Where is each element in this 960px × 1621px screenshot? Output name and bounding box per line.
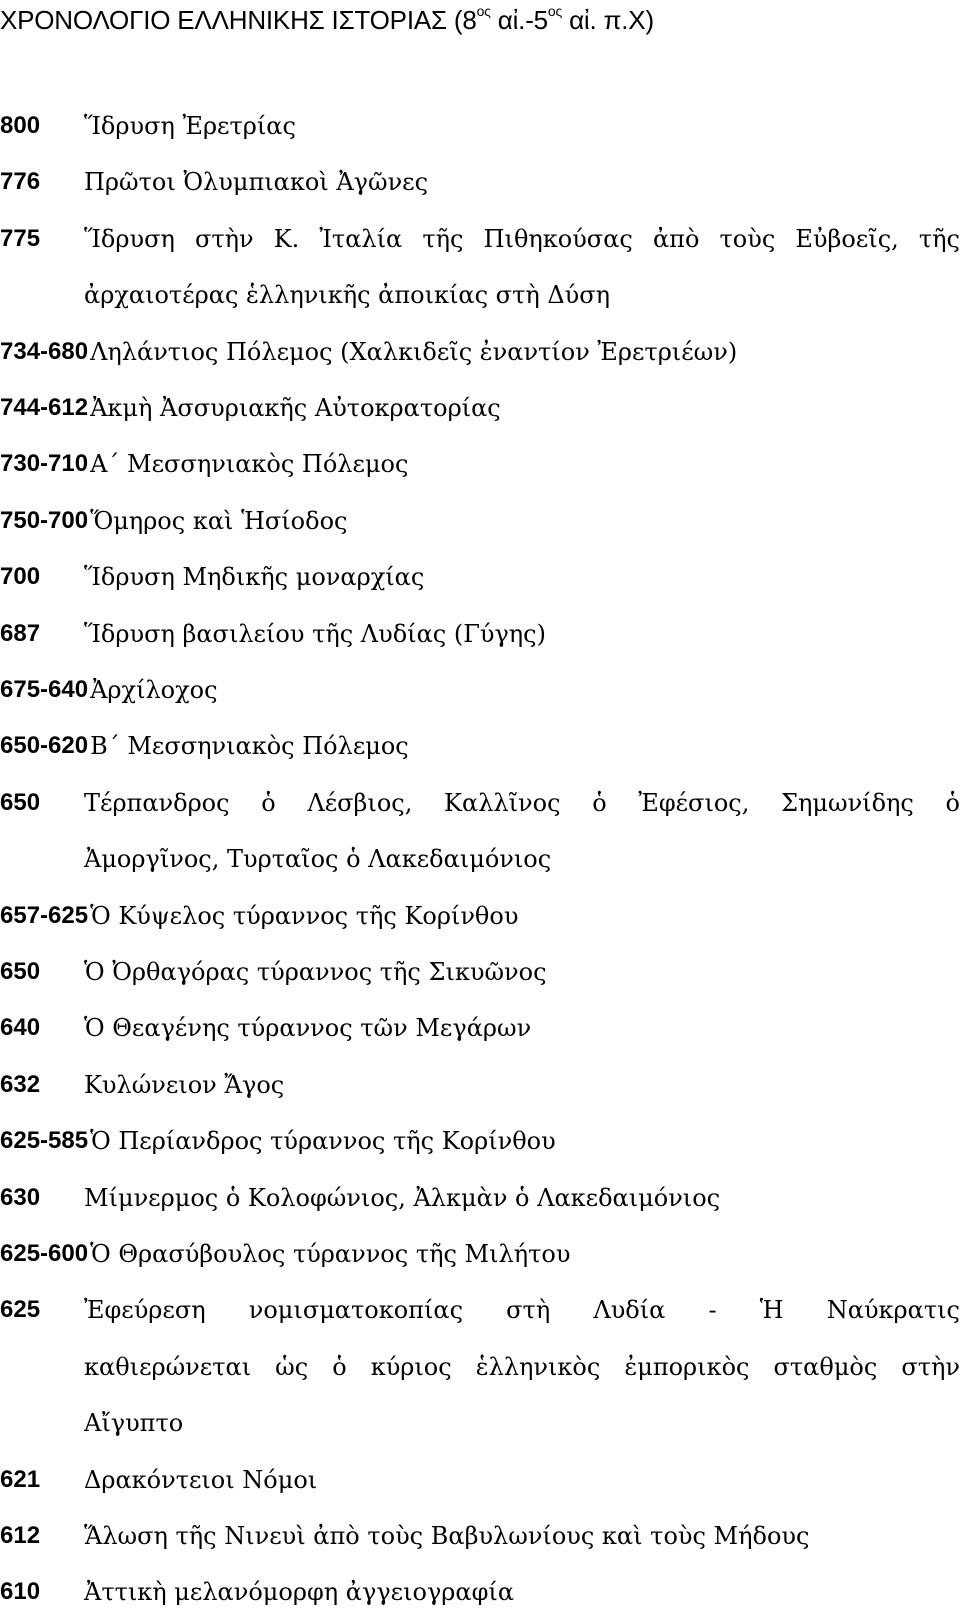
entry-text-line: Ἵδρυση Μηδικῆς μοναρχίας <box>84 563 425 592</box>
title-ordinal-2: ος <box>547 3 563 19</box>
entry-date: 775 <box>0 224 41 252</box>
entry-text <box>84 1170 960 1226</box>
entry-date: 632 <box>0 1070 41 1098</box>
entry-date: 675-640 <box>0 676 89 704</box>
entry-text-line: Αἴγυπτο <box>84 1409 184 1438</box>
entry-date: 650 <box>0 958 41 986</box>
entry-text <box>90 324 960 380</box>
chronology-list <box>0 98 960 1621</box>
chronology-entry <box>0 436 960 492</box>
page-title <box>0 0 654 40</box>
entry-date: 687 <box>0 619 41 647</box>
entry-text <box>90 718 960 774</box>
entry-date: 650 <box>0 788 41 816</box>
title-main: ΧΡΟΝΟΛΟΓΙΟ ΕΛΛΗΝΙΚΗΣ ΙΣΤΟΡΙΑΣ (8 <box>0 5 477 35</box>
entry-date: 612 <box>0 1522 41 1550</box>
entry-text <box>84 1452 960 1508</box>
entry-text-line: Ὁ Θρασύβουλος τύραννος τῆς Μιλήτου <box>90 1240 571 1269</box>
entry-text-line: Ἵδρυση στὴν Κ. Ἰταλία τῆς Πιθηκούσας ἀπὸ τοὺς Εὐβοεῖς, τῆς <box>84 224 960 253</box>
entry-text-line: ἀρχαιοτέρας ἑλληνικῆς ἀποικίας στὴ Δύση <box>84 281 611 310</box>
entry-date: 800 <box>0 112 41 139</box>
entry-text <box>84 1564 960 1620</box>
entry-date: 610 <box>0 1578 41 1606</box>
entry-text-line: Ἀμοργῖνος, Τυρταῖος ὁ Λακεδαιμόνιος <box>84 845 552 874</box>
chronology-entry <box>0 211 960 324</box>
chronology-entry <box>0 549 960 605</box>
entry-text-line: Ὅμηρος καὶ Ἡσίοδος <box>90 506 348 535</box>
entry-text <box>84 1282 960 1451</box>
entry-text-line: Μίμνερμος ὁ Κολοφώνιος, Ἀλκμὰν ὁ Λακεδαιμόνιος <box>84 1183 721 1212</box>
chronology-entry <box>0 606 960 662</box>
entry-text <box>84 211 960 324</box>
entry-text-line: Ἀττικὴ μελανόμορφη ἀγγειογραφία <box>84 1578 515 1607</box>
chronology-entry <box>0 662 960 718</box>
chronology-entry <box>0 380 960 436</box>
chronology-entry <box>0 1170 960 1226</box>
chronology-entry <box>0 493 960 549</box>
entry-date: 640 <box>0 1014 41 1042</box>
chronology-entry <box>0 98 960 154</box>
entry-text <box>84 606 960 662</box>
chronology-entry <box>0 1282 960 1451</box>
chronology-entry <box>0 1564 960 1620</box>
entry-text <box>84 944 960 1000</box>
entry-text <box>84 775 960 888</box>
chronology-entry <box>0 1057 960 1113</box>
entry-date: 744-612 <box>0 394 89 421</box>
chronology-entry <box>0 718 960 774</box>
entry-text-line: Πρῶτοι Ὀλυμπιακοὶ Ἀγῶνες <box>84 168 429 197</box>
chronology-entry <box>0 154 960 210</box>
entry-date: 776 <box>0 168 41 196</box>
chronology-entry <box>0 1000 960 1056</box>
entry-text-line: Ἵδρυση βασιλείου τῆς Λυδίας (Γύγης) <box>84 619 546 648</box>
entry-text <box>90 380 960 436</box>
entry-text-line: Β΄ Μεσσηνιακὸς Πόλεμος <box>90 732 409 761</box>
entry-text-line: Ὁ Κύψελος τύραννος τῆς Κορίνθου <box>90 901 519 930</box>
entry-text-line: Ἅλωση τῆς Νινευὶ ἀπὸ τοὺς Βαβυλωνίους καὶ τοὺς Μήδους <box>84 1522 810 1551</box>
entry-text <box>90 1113 960 1169</box>
entry-date: 630 <box>0 1183 41 1211</box>
chronology-entry <box>0 1226 960 1282</box>
entry-text-line: Ὁ Περίανδρος τύραννος τῆς Κορίνθου <box>90 1127 556 1156</box>
entry-date: 625 <box>0 1296 41 1324</box>
entry-date: 625-585 <box>0 1127 89 1155</box>
entry-text <box>90 888 960 944</box>
chronology-entry <box>0 944 960 1000</box>
chronology-entry <box>0 888 960 944</box>
entry-text-line: Ληλάντιος Πόλεμος (Χαλκιδεῖς ἐναντίον Ἐρετριέων) <box>90 337 738 366</box>
entry-text-line: Κυλώνειον Ἄγος <box>84 1070 285 1099</box>
title-ordinal-1: ος <box>476 3 491 19</box>
entry-text <box>90 436 960 492</box>
entry-text <box>84 549 960 605</box>
entry-text-line: Ἵδρυση Ἐρετρίας <box>84 112 296 140</box>
entry-text <box>84 154 960 210</box>
title-mid: αἰ.-5 <box>490 5 548 35</box>
entry-text-line: Ἐφεύρεση νομισματοκοπίας στὴ Λυδία - Ἡ Ναύκρατις <box>84 1296 960 1325</box>
entry-date: 657-625 <box>0 901 89 929</box>
chronology-entry <box>0 1508 960 1564</box>
chronology-entry <box>0 1452 960 1508</box>
entry-date: 730-710 <box>0 450 89 478</box>
entry-text-line: Δρακόντειοι Νόμοι <box>84 1465 318 1494</box>
entry-text <box>84 1508 960 1564</box>
entry-text-line: Ἀκμὴ Ἀσσυριακῆς Αὐτοκρατορίας <box>90 394 501 422</box>
chronology-entry <box>0 1113 960 1169</box>
entry-text <box>84 1057 960 1113</box>
entry-date: 650-620 <box>0 732 89 760</box>
entry-date: 621 <box>0 1465 41 1493</box>
entry-date: 625-600 <box>0 1240 89 1268</box>
entry-text <box>84 98 960 154</box>
chronology-entry <box>0 324 960 380</box>
entry-text-line: Τέρπανδρος ὁ Λέσβιος, Καλλῖνος ὁ Ἐφέσιος, Σημωνίδης ὁ <box>84 788 960 817</box>
entry-text-line: Α΄ Μεσσηνιακὸς Πόλεμος <box>90 450 409 479</box>
title-end: αἰ. π.Χ) <box>562 5 654 35</box>
entry-text-line: Ὁ Ὀρθαγόρας τύραννος τῆς Σικυῶνος <box>84 958 547 987</box>
entry-date: 750-700 <box>0 506 89 534</box>
entry-text-line: Ὁ Θεαγένης τύραννος τῶν Μεγάρων <box>84 1014 532 1043</box>
entry-text-line: καθιερώνεται ὡς ὁ κύριος ἑλληνικὸς ἐμπορικὸς σταθμὸς στὴν <box>84 1352 960 1381</box>
entry-date: 700 <box>0 563 41 591</box>
entry-text <box>90 662 960 718</box>
entry-text <box>90 493 960 549</box>
entry-text <box>90 1226 960 1282</box>
entry-date: 734-680 <box>0 337 89 365</box>
chronology-entry <box>0 775 960 888</box>
entry-text <box>84 1000 960 1056</box>
entry-text-line: Ἀρχίλοχος <box>90 676 218 705</box>
